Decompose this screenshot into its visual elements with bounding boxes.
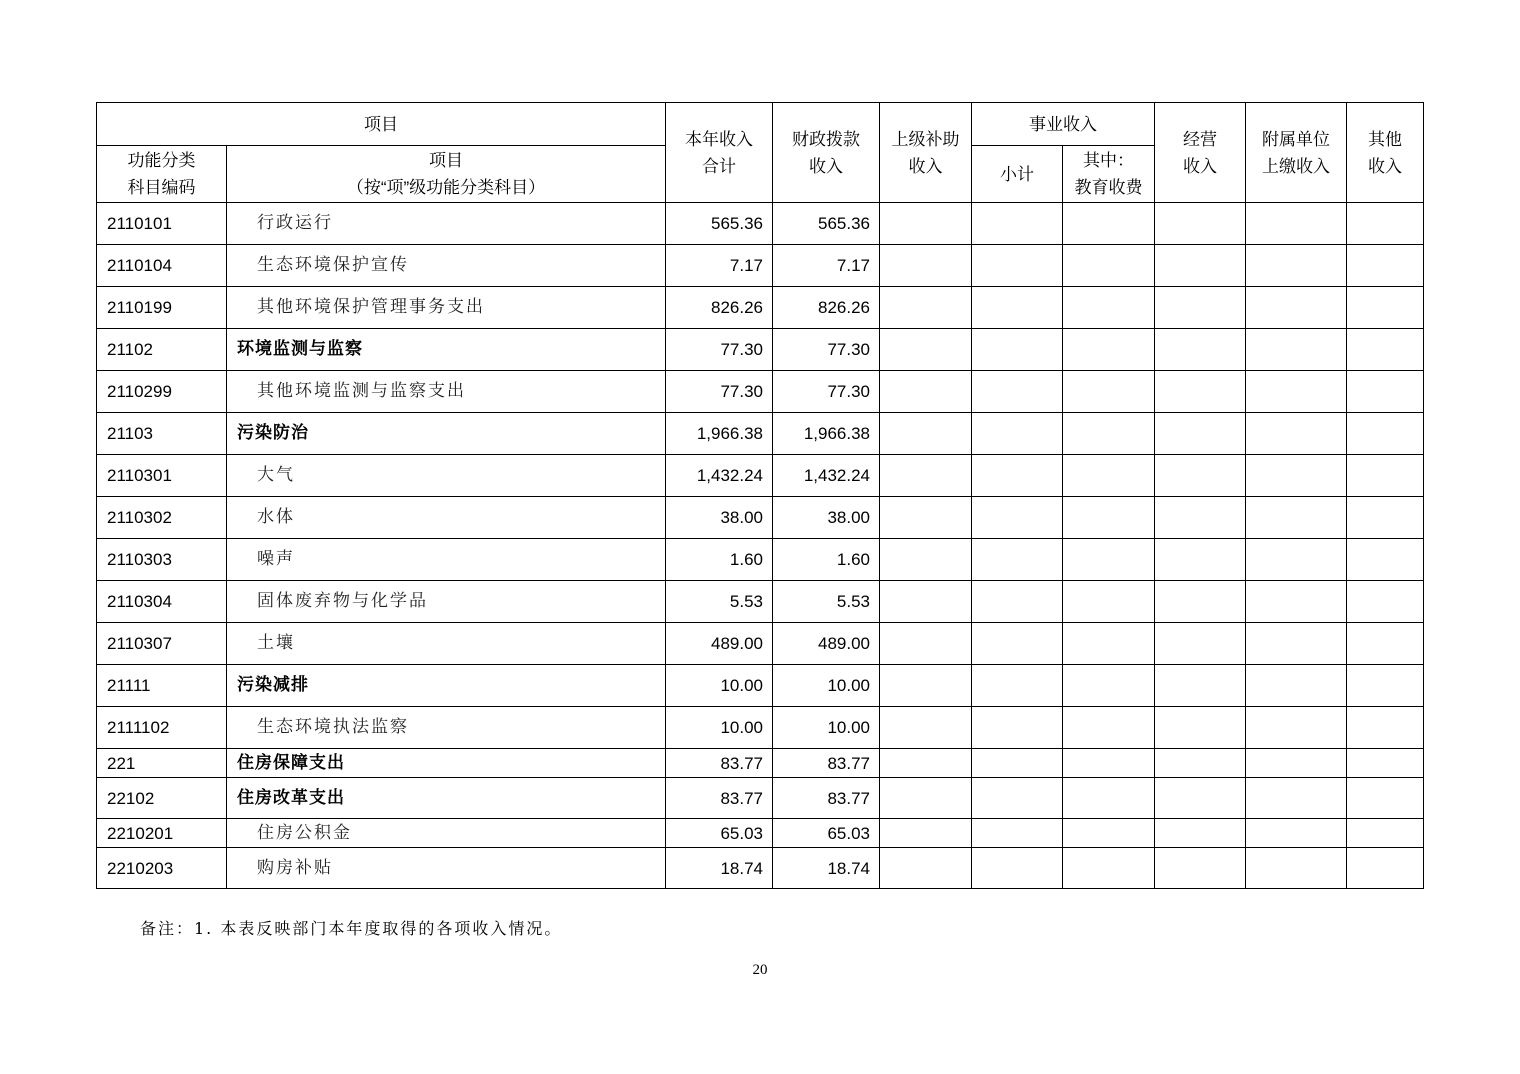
table-row [97,707,1424,749]
row-upper-subsidy [880,539,972,581]
row-education-fee [1063,287,1155,329]
row-education-fee [1063,819,1155,848]
row-upper-subsidy [880,778,972,819]
row-upper-subsidy [880,203,972,245]
row-operating [1155,581,1246,623]
row-total: 83.77 [666,749,773,778]
table-row [97,778,1424,819]
row-affiliated [1246,413,1347,455]
row-code: 2110104 [97,245,227,287]
row-operating [1155,371,1246,413]
row-item-name: 其他环境监测与监察支出 [227,371,666,413]
row-career-subtotal [972,497,1063,539]
row-total: 18.74 [666,848,773,889]
row-affiliated [1246,623,1347,665]
table-row [97,819,1424,848]
row-item-name: 行政运行 [227,203,666,245]
row-total: 10.00 [666,707,773,749]
row-fiscal: 10.00 [773,707,880,749]
row-item-name: 住房改革支出 [227,778,666,819]
row-code: 21103 [97,413,227,455]
row-education-fee [1063,778,1155,819]
header-education-fee [1063,146,1155,203]
row-fiscal: 10.00 [773,665,880,707]
row-total: 83.77 [666,778,773,819]
row-other [1347,581,1424,623]
row-other [1347,329,1424,371]
table-body [97,203,1424,889]
row-other [1347,203,1424,245]
header-operating [1155,103,1246,203]
row-affiliated [1246,707,1347,749]
row-education-fee [1063,848,1155,889]
row-other [1347,497,1424,539]
header-other [1347,103,1424,203]
header-other-line2: 收入 [1368,156,1402,176]
row-operating [1155,245,1246,287]
row-career-subtotal [972,778,1063,819]
row-item-name: 生态环境保护宣传 [227,245,666,287]
row-fiscal: 65.03 [773,819,880,848]
row-career-subtotal [972,581,1063,623]
header-upper [880,103,972,203]
row-item-name: 污染减排 [227,665,666,707]
row-fiscal: 826.26 [773,287,880,329]
row-upper-subsidy [880,455,972,497]
row-education-fee [1063,749,1155,778]
row-career-subtotal [972,749,1063,778]
row-education-fee [1063,455,1155,497]
row-item-name: 住房保障支出 [227,749,666,778]
row-fiscal: 77.30 [773,329,880,371]
row-upper-subsidy [880,819,972,848]
row-career-subtotal [972,455,1063,497]
table-row [97,539,1424,581]
row-career-subtotal [972,623,1063,665]
row-affiliated [1246,455,1347,497]
row-education-fee [1063,707,1155,749]
row-total: 10.00 [666,665,773,707]
row-career-subtotal [972,848,1063,889]
row-fiscal: 1.60 [773,539,880,581]
row-career-subtotal [972,413,1063,455]
row-total: 826.26 [666,287,773,329]
row-other [1347,245,1424,287]
row-code: 2110304 [97,581,227,623]
row-operating [1155,329,1246,371]
row-upper-subsidy [880,329,972,371]
row-education-fee [1063,329,1155,371]
row-total: 7.17 [666,245,773,287]
row-other [1347,623,1424,665]
row-education-fee [1063,245,1155,287]
row-affiliated [1246,819,1347,848]
header-affiliated-line1: 附属单位 [1262,129,1330,149]
header-operating-line2: 收入 [1183,156,1217,176]
header-career: 事业收入 [972,103,1155,146]
row-career-subtotal [972,329,1063,371]
row-upper-subsidy [880,707,972,749]
row-affiliated [1246,371,1347,413]
row-fiscal: 83.77 [773,778,880,819]
row-code: 21111 [97,665,227,707]
row-affiliated [1246,497,1347,539]
row-operating [1155,848,1246,889]
row-upper-subsidy [880,371,972,413]
row-affiliated [1246,203,1347,245]
row-affiliated [1246,329,1347,371]
table-row [97,371,1424,413]
row-fiscal: 18.74 [773,848,880,889]
header-upper-line1: 上级补助 [891,129,960,149]
row-code: 2110101 [97,203,227,245]
row-operating [1155,778,1246,819]
row-item-name: 其他环境保护管理事务支出 [227,287,666,329]
row-item-name: 噪声 [227,539,666,581]
row-code: 21102 [97,329,227,371]
row-education-fee [1063,497,1155,539]
header-fiscal-line1: 财政拨款 [792,129,860,149]
income-table [96,102,1424,889]
row-other [1347,455,1424,497]
row-operating [1155,665,1246,707]
row-fiscal: 77.30 [773,371,880,413]
row-education-fee [1063,665,1155,707]
row-education-fee [1063,371,1155,413]
row-upper-subsidy [880,413,972,455]
row-code: 2110301 [97,455,227,497]
header-name-line2: （按“项”级功能分类科目） [346,178,546,197]
row-total: 65.03 [666,819,773,848]
row-item-name: 固体废弃物与化学品 [227,581,666,623]
footnote: 备注：1. 本表反映部门本年度取得的各项收入情况。 [140,919,563,938]
row-career-subtotal [972,287,1063,329]
table-row [97,623,1424,665]
row-affiliated [1246,848,1347,889]
table-row [97,245,1424,287]
row-operating [1155,749,1246,778]
row-affiliated [1246,245,1347,287]
header-subtotal: 小计 [972,146,1063,203]
row-other [1347,665,1424,707]
row-other [1347,287,1424,329]
header-affiliated [1246,103,1347,203]
row-other [1347,749,1424,778]
table-row [97,203,1424,245]
row-item-name: 大气 [227,455,666,497]
table-row [97,497,1424,539]
row-total: 5.53 [666,581,773,623]
header-item-group: 项目 [97,103,666,146]
header-education-fee-line1: 其中： [1083,151,1134,170]
row-operating [1155,623,1246,665]
row-fiscal: 38.00 [773,497,880,539]
row-total: 38.00 [666,497,773,539]
row-total: 1,966.38 [666,413,773,455]
row-other [1347,778,1424,819]
table-row [97,665,1424,707]
row-career-subtotal [972,539,1063,581]
row-upper-subsidy [880,287,972,329]
row-total: 489.00 [666,623,773,665]
row-operating [1155,539,1246,581]
table-row [97,287,1424,329]
row-upper-subsidy [880,581,972,623]
row-other [1347,413,1424,455]
row-total: 1,432.24 [666,455,773,497]
row-total: 77.30 [666,329,773,371]
row-operating [1155,203,1246,245]
row-code: 22102 [97,778,227,819]
row-fiscal: 1,966.38 [773,413,880,455]
row-item-name: 土壤 [227,623,666,665]
row-item-name: 生态环境执法监察 [227,707,666,749]
table-header [97,103,1424,203]
row-fiscal: 565.36 [773,203,880,245]
header-education-fee-line2: 教育收费 [1074,178,1143,197]
row-education-fee [1063,203,1155,245]
row-affiliated [1246,665,1347,707]
row-upper-subsidy [880,665,972,707]
row-total: 565.36 [666,203,773,245]
row-code: 2110199 [97,287,227,329]
header-total-line1: 本年收入 [685,129,753,149]
row-operating [1155,707,1246,749]
row-operating [1155,413,1246,455]
row-affiliated [1246,287,1347,329]
row-affiliated [1246,778,1347,819]
row-code: 2110299 [97,371,227,413]
row-education-fee [1063,413,1155,455]
row-other [1347,371,1424,413]
row-fiscal: 7.17 [773,245,880,287]
row-upper-subsidy [880,497,972,539]
row-item-name: 住房公积金 [227,819,666,848]
row-item-name: 环境监测与监察 [227,329,666,371]
row-education-fee [1063,539,1155,581]
row-upper-subsidy [880,848,972,889]
row-upper-subsidy [880,245,972,287]
row-upper-subsidy [880,623,972,665]
row-career-subtotal [972,665,1063,707]
header-name-line1: 项目 [429,151,463,170]
header-upper-line2: 收入 [908,156,943,176]
row-other [1347,539,1424,581]
row-other [1347,707,1424,749]
row-item-name: 污染防治 [227,413,666,455]
row-fiscal: 5.53 [773,581,880,623]
header-fiscal-line2: 收入 [809,156,843,176]
row-total: 1.60 [666,539,773,581]
header-code-line1: 功能分类 [127,151,196,170]
header-operating-line1: 经营 [1183,129,1217,149]
header-total [666,103,773,203]
row-upper-subsidy [880,749,972,778]
row-career-subtotal [972,371,1063,413]
row-other [1347,848,1424,889]
row-fiscal: 83.77 [773,749,880,778]
row-item-name: 水体 [227,497,666,539]
row-affiliated [1246,749,1347,778]
row-career-subtotal [972,707,1063,749]
row-affiliated [1246,539,1347,581]
row-education-fee [1063,581,1155,623]
header-code-line2: 科目编码 [127,178,196,197]
row-other [1347,819,1424,848]
header-fiscal [773,103,880,203]
header-other-line1: 其他 [1368,129,1402,149]
table-row [97,329,1424,371]
row-operating [1155,497,1246,539]
table-row [97,413,1424,455]
row-career-subtotal [972,203,1063,245]
table-row [97,749,1424,778]
row-code: 2110303 [97,539,227,581]
row-affiliated [1246,581,1347,623]
header-name [227,146,666,203]
row-fiscal: 1,432.24 [773,455,880,497]
row-item-name: 购房补贴 [227,848,666,889]
header-code [97,146,227,203]
row-fiscal: 489.00 [773,623,880,665]
page-number: 20 [752,962,768,978]
row-code: 2110302 [97,497,227,539]
row-code: 2110307 [97,623,227,665]
header-total-line2: 合计 [702,156,736,176]
row-code: 2210203 [97,848,227,889]
row-code: 2111102 [97,707,227,749]
table-row [97,581,1424,623]
row-education-fee [1063,623,1155,665]
table-row [97,455,1424,497]
row-code: 2210201 [97,819,227,848]
table-row [97,848,1424,889]
header-affiliated-line2: 上缴收入 [1262,156,1330,176]
row-career-subtotal [972,819,1063,848]
row-total: 77.30 [666,371,773,413]
row-operating [1155,455,1246,497]
row-operating [1155,819,1246,848]
row-operating [1155,287,1246,329]
row-code: 221 [97,749,227,778]
row-career-subtotal [972,245,1063,287]
